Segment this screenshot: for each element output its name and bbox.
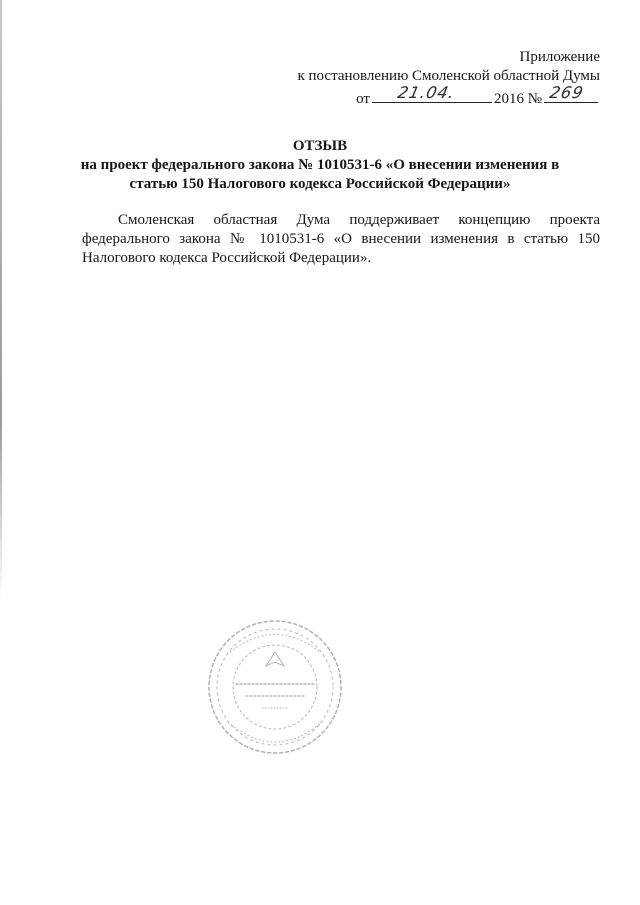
resolution-reference: к постановлению Смоленской областной Думы <box>297 68 600 84</box>
date-number-line <box>297 83 600 109</box>
body-paragraph: Смоленская областная Дума поддерживает концепцию проекта федерального закона № 1010531-6 «О внесении изменения в статью 150 Налогового кодекса Российской Федерации». <box>82 212 600 266</box>
appendix-header <box>297 48 600 109</box>
date-prefix: от <box>356 91 370 107</box>
faded-official-seal <box>200 612 350 762</box>
title-heading: ОТЗЫВ <box>292 138 348 154</box>
year-and-number-label: 2016 № <box>493 91 542 107</box>
document-title <box>40 137 600 194</box>
number-blank <box>544 83 598 103</box>
title-subject-line-1: на проект федерального закона № 1010531-6 «О внесении изменения в <box>80 157 560 173</box>
appendix-label: Приложение <box>519 49 600 65</box>
scan-edge-shadow <box>0 0 2 600</box>
seal-stamp-graphic <box>200 612 350 762</box>
handwritten-date: 21.04. <box>395 83 457 102</box>
title-subject-line-2: статью 150 Налогового кодекса Российской Федерации» <box>129 176 511 192</box>
handwritten-number: 269 <box>547 83 586 102</box>
date-blank <box>372 83 492 103</box>
